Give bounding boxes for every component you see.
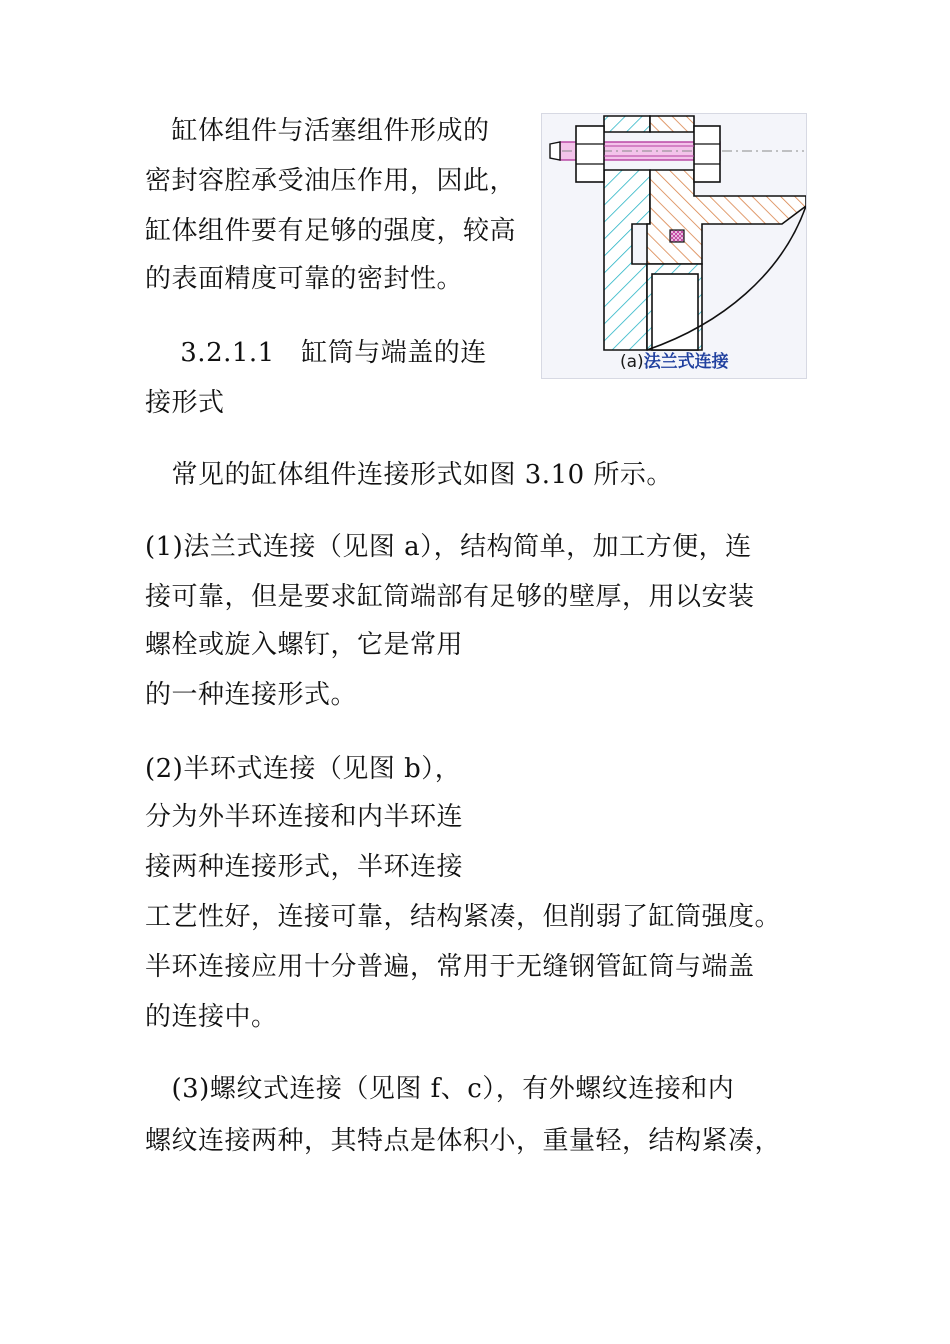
text-line: 接两种连接形式，半环连接 xyxy=(145,852,464,882)
figure-caption-label: (a) xyxy=(620,352,644,372)
text-line: 的连接中。 xyxy=(145,1002,278,1032)
seal xyxy=(670,230,684,242)
text-line: 的一种连接形式。 xyxy=(145,680,358,710)
text-line: 密封容腔承受油压作用，因此， xyxy=(145,166,517,196)
figure-caption xyxy=(620,352,729,372)
nut-right xyxy=(694,126,720,182)
nut-left xyxy=(576,126,604,182)
end-cap-flange xyxy=(650,116,694,132)
text-line: 螺栓或旋入螺钉，它是常用 xyxy=(145,630,464,660)
section-heading: 3.2.1.1 缸筒与端盖的连 xyxy=(145,338,487,368)
figure-flange-connection xyxy=(541,113,807,379)
text-line: (3)螺纹式连接（见图 f、c），有外螺纹连接和内 xyxy=(145,1074,735,1104)
text-line: 缸体组件与活塞组件形成的 xyxy=(145,116,490,146)
text-line: 螺纹连接两种，其特点是体积小，重量轻，结构紧凑， xyxy=(145,1126,782,1156)
text-line: (2)半环式连接（见图 b）， xyxy=(145,754,462,784)
flange-connection-drawing xyxy=(542,114,807,379)
text-line: (1)法兰式连接（见图 a），结构简单，加工方便，连 xyxy=(145,532,752,562)
text-line: 的表面精度可靠的密封性。 xyxy=(145,264,464,294)
text-line: 半环连接应用十分普遍，常用于无缝钢管缸筒与端盖 xyxy=(145,952,755,982)
text-line: 分为外半环连接和内半环连 xyxy=(145,802,464,832)
text-line: 缸体组件要有足够的强度，较高 xyxy=(145,216,517,246)
figure-caption-text: 法兰式连接 xyxy=(643,352,729,372)
text-line: 接可靠，但是要求缸筒端部有足够的壁厚，用以安装 xyxy=(145,582,755,612)
section-heading: 接形式 xyxy=(145,388,225,418)
cylinder-wall xyxy=(604,116,650,132)
text-line: 工艺性好，连接可靠，结构紧凑，但削弱了缸筒强度。 xyxy=(145,902,782,932)
text-line: 常见的缸体组件连接形式如图 3.10 所示。 xyxy=(145,460,673,490)
